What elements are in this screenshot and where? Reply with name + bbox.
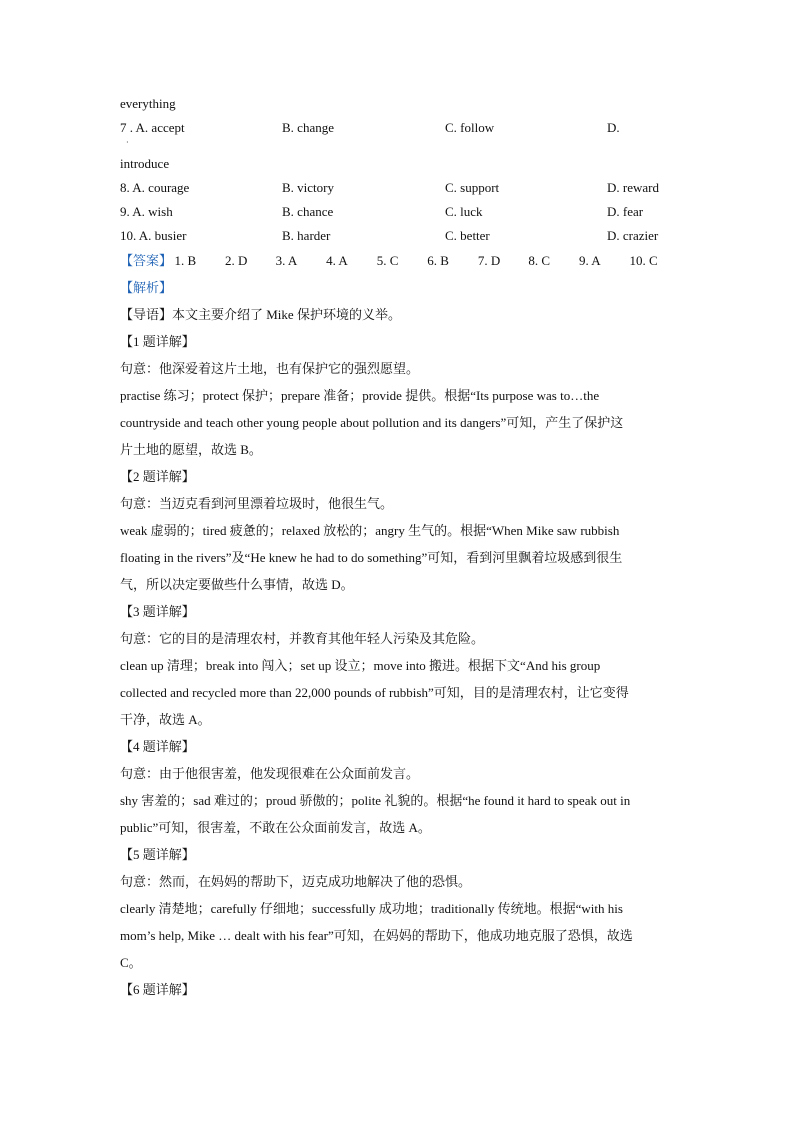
answer-item: 10. C bbox=[629, 253, 658, 268]
option-a: 10. A. busier bbox=[120, 228, 187, 243]
detail-line: countryside and teach other young people about pollution and its dangers”可知，产生了保护这 bbox=[120, 415, 624, 430]
detail-head-2: 【2 题详解】 bbox=[120, 469, 195, 484]
detail-line: 句意：它的目的是清理农村，并教育其他年轻人污染及其危险。 bbox=[120, 631, 485, 646]
option-row-9 bbox=[120, 200, 680, 224]
detail-line: 句意：然而，在妈妈的帮助下，迈克成功地解决了他的恐惧。 bbox=[120, 874, 472, 889]
option-d: D. fear bbox=[607, 204, 644, 219]
answer-item: 5. C bbox=[376, 253, 399, 268]
option-a: 9. A. wish bbox=[120, 204, 173, 219]
stray-dot: · bbox=[126, 138, 129, 147]
detail-line: 干净，故选 A。 bbox=[120, 712, 211, 727]
answer-item: 8. C bbox=[528, 253, 551, 268]
option-d: D. reward bbox=[607, 180, 659, 195]
detail-line: 气，所以决定要做些什么事情，故选 D。 bbox=[120, 577, 354, 592]
option-d: D. crazier bbox=[607, 228, 659, 243]
detail-line: public”可知，很害羞，不敢在公众面前发言，故选 A。 bbox=[120, 820, 431, 835]
document-page bbox=[120, 92, 680, 1003]
detail-line: clearly 清楚地；carefully 仔细地；successfully 成功地；traditionally 传统地。根据“with his bbox=[120, 901, 623, 916]
answer-label: 【答案】 bbox=[120, 253, 173, 268]
answer-row bbox=[120, 248, 680, 274]
guide-text: 【导语】本文主要介绍了 Mike 保护环境的义举。 bbox=[120, 307, 401, 322]
option-b: B. change bbox=[282, 120, 334, 135]
detail-line: 句意：他深爱着这片土地，也有保护它的强烈愿望。 bbox=[120, 361, 420, 376]
answer-item: 7. D bbox=[477, 253, 501, 268]
detail-line: 句意：由于他很害羞，他发现很难在公众面前发言。 bbox=[120, 766, 420, 781]
answer-item: 3. A bbox=[275, 253, 298, 268]
detail-head-5: 【5 题详解】 bbox=[120, 847, 195, 862]
detail-line: shy 害羞的；sad 难过的；proud 骄傲的；polite 礼貌的。根据“he found it hard to speak out in bbox=[120, 793, 631, 808]
detail-head-6: 【6 题详解】 bbox=[120, 982, 195, 997]
detail-line: collected and recycled more than 22,000 pounds of rubbish”可知，目的是清理农村，让它变得 bbox=[120, 685, 629, 700]
answer-item: 4. A bbox=[326, 253, 348, 268]
detail-line: 片土地的愿望，故选 B。 bbox=[120, 442, 262, 457]
option-c: C. luck bbox=[445, 204, 483, 219]
option-row-7 bbox=[120, 116, 680, 140]
answer-item: 9. A bbox=[578, 253, 601, 268]
detail-line: C。 bbox=[120, 955, 142, 970]
detail-line: floating in the rivers”及“He knew he had to do something”可知，看到河里飘着垃圾感到很生 bbox=[120, 550, 623, 565]
option-b: B. harder bbox=[282, 228, 331, 243]
answer-item: 2. D bbox=[225, 253, 248, 268]
detail-head-4: 【4 题详解】 bbox=[120, 739, 195, 754]
option-b: B. chance bbox=[282, 204, 334, 219]
detail-line: practise 练习；protect 保护；prepare 准备；provide 提供。根据“Its purpose was to…the bbox=[120, 388, 600, 403]
option-c: C. follow bbox=[445, 120, 495, 135]
answer-item: 6. B bbox=[427, 253, 449, 268]
detail-head-3: 【3 题详解】 bbox=[120, 604, 195, 619]
option-a: 7 . A. accept bbox=[120, 120, 185, 135]
wrap-text: introduce bbox=[120, 156, 170, 171]
answer-item: 1. B bbox=[174, 253, 197, 268]
option-c: C. better bbox=[445, 228, 490, 243]
option-row-8 bbox=[120, 176, 680, 200]
option-c: C. support bbox=[445, 180, 500, 195]
option-d: D. bbox=[607, 120, 620, 135]
option-row-10 bbox=[120, 224, 680, 248]
detail-line: weak 虚弱的；tired 疲惫的；relaxed 放松的；angry 生气的。根据“When Mike saw rubbish bbox=[120, 523, 620, 538]
analysis-label: 【解析】 bbox=[120, 280, 173, 295]
detail-line: clean up 清理；break into 闯入；set up 设立；move into 搬进。根据下文“And his group bbox=[120, 658, 601, 673]
detail-head-1: 【1 题详解】 bbox=[120, 334, 195, 349]
option-a: 8. A. courage bbox=[120, 180, 190, 195]
detail-line: 句意：当迈克看到河里漂着垃圾时，他很生气。 bbox=[120, 496, 394, 511]
detail-line: mom’s help, Mike … dealt with his fear”可知，在妈妈的帮助下，他成功地克服了恐惧，故选 bbox=[120, 928, 633, 943]
option-b: B. victory bbox=[282, 180, 334, 195]
lead-text: everything bbox=[120, 96, 176, 111]
